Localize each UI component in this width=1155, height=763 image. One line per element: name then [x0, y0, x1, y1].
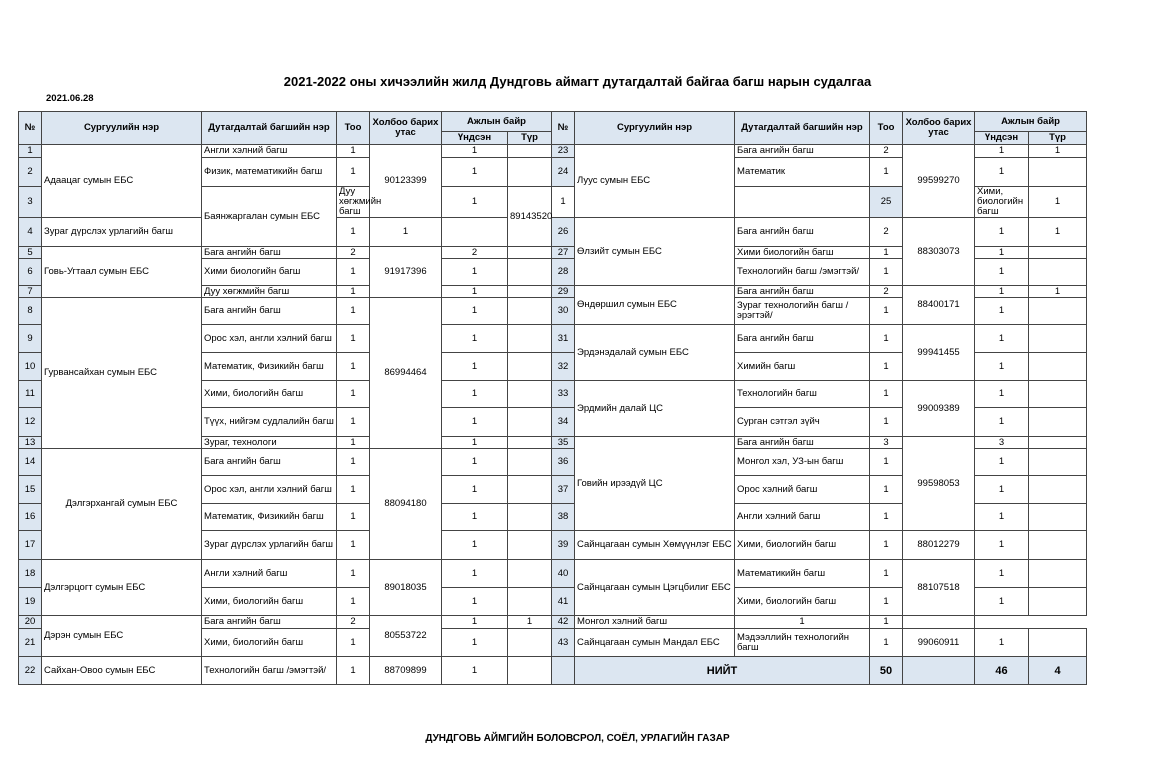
temp-position: [508, 476, 552, 504]
temp-position: [508, 657, 552, 685]
row-number: 26: [552, 218, 575, 247]
row-number: 10: [19, 353, 42, 381]
subject-name: Хими, биологийн багш: [975, 187, 1029, 218]
main-position: 1: [442, 286, 508, 298]
school-name: Луус сумын ЕБС: [575, 145, 735, 218]
subject-name: Англи хэлний багш: [202, 560, 337, 588]
teacher-count: 1: [337, 629, 370, 657]
table-body: [19, 145, 1087, 685]
temp-position: [1029, 325, 1087, 353]
subject-name: Технологийн багш /эмэгтэй/: [202, 657, 337, 685]
main-position: 1: [442, 298, 508, 325]
main-position: 1: [442, 531, 508, 560]
teacher-count: 1: [870, 408, 903, 437]
teacher-count: 1: [870, 325, 903, 353]
table-row: [19, 145, 1087, 158]
main-position: 1: [442, 476, 508, 504]
row-number: 27: [552, 247, 575, 259]
school-name: Дэлгэрхангай сумын ЕБС: [42, 449, 202, 560]
subject-name: Бага ангийн багш: [735, 325, 870, 353]
main-position: 1: [975, 449, 1029, 476]
subject-name: Физик, математикийн багш: [202, 158, 337, 187]
main-position: 1: [975, 353, 1029, 381]
temp-position: [1029, 408, 1087, 437]
teacher-count: 1: [337, 504, 370, 531]
row-number: 3: [19, 187, 42, 218]
row-number: 25: [870, 187, 903, 218]
main-position: 1: [442, 408, 508, 437]
temp-position: [1029, 353, 1087, 381]
teacher-count: 1: [337, 560, 370, 588]
row-number: 31: [552, 325, 575, 353]
subject-name: Орос хэл, англи хэлний багш: [202, 325, 337, 353]
subject-name: Зураг, технологи: [202, 437, 337, 449]
subject-name: Бага ангийн багш: [202, 449, 337, 476]
main-position: 2: [442, 247, 508, 259]
school-name: Сайнцагаан сумын Хөмүүнлэг ЕБС: [575, 531, 735, 560]
row-number: 34: [552, 408, 575, 437]
table-row: [19, 560, 1087, 588]
total-main: 46: [975, 657, 1029, 685]
teacher-count: 1: [337, 449, 370, 476]
main-position: 1: [975, 158, 1029, 187]
temp-position: [1029, 381, 1087, 408]
contact-phone: 90123399: [370, 145, 442, 218]
teacher-count: 1: [337, 588, 370, 616]
subject-name: Монгол хэл, УЗ-ын багш: [735, 449, 870, 476]
row-number: 41: [552, 588, 575, 616]
subject-name: Англи хэлний багш: [735, 504, 870, 531]
row-number: 42: [552, 616, 575, 629]
temp-position: [735, 187, 870, 218]
teacher-count: 2: [337, 616, 370, 629]
header-row-1: [19, 112, 1087, 132]
temp-position: [1029, 504, 1087, 531]
teacher-count: 1: [870, 504, 903, 531]
teacher-count: 1: [337, 298, 370, 325]
teacher-count: 1: [337, 145, 370, 158]
school-name: Дэрэн сумын ЕБС: [42, 616, 202, 657]
subject-name: Хими биологийн багш: [202, 259, 337, 286]
row-number: 40: [552, 560, 575, 588]
main-position: 1: [870, 616, 903, 629]
teacher-count: 1: [337, 437, 370, 449]
row-number: 19: [19, 588, 42, 616]
main-position: 1: [975, 476, 1029, 504]
school-name: Гурвансайхан сумын ЕБС: [42, 298, 202, 449]
temp-position: [1029, 298, 1087, 325]
contact-phone: 99060911: [903, 629, 975, 657]
subject-name: Орос хэл, англи хэлний багш: [202, 476, 337, 504]
teacher-count: 1: [870, 560, 903, 588]
subject-name: Хими, биологийн багш: [202, 381, 337, 408]
teacher-count: 3: [870, 437, 903, 449]
temp-position: [508, 247, 552, 259]
subject-name: Түүх, нийгэм судлалийн багш: [202, 408, 337, 437]
temp-position: [1029, 259, 1087, 286]
temp-position: [1029, 476, 1087, 504]
main-position: 1: [442, 259, 508, 286]
header-no: №: [552, 112, 575, 145]
row-number: 37: [552, 476, 575, 504]
teacher-count: 1: [870, 259, 903, 286]
header-temp: Түр: [1029, 132, 1087, 145]
subject-name: Бага ангийн багш: [202, 298, 337, 325]
school-name: Эрдмийн далай ЦС: [575, 381, 735, 437]
temp-position: [508, 449, 552, 476]
subject-name: Хими, биологийн багш: [202, 588, 337, 616]
contact-phone: 86994464: [370, 298, 442, 449]
teacher-count: 1: [870, 381, 903, 408]
main-position: 1: [975, 145, 1029, 158]
main-position: 1: [442, 449, 508, 476]
subject-name: Сурган сэтгэл зүйч: [735, 408, 870, 437]
main-position: 1: [442, 629, 508, 657]
subject-name: Мэдээллийн технологийн багш: [735, 629, 870, 657]
main-position: 1: [442, 504, 508, 531]
temp-position: [508, 298, 552, 325]
row-number: 6: [19, 259, 42, 286]
temp-position: [508, 381, 552, 408]
teacher-count: 1: [337, 218, 370, 247]
school-name: Сайхан-Овоо сумын ЕБС: [42, 657, 202, 685]
total-spacer: [552, 657, 575, 685]
row-number: 32: [552, 353, 575, 381]
header-workplace: Ажлын байр: [442, 112, 552, 132]
total-label: НИЙТ: [575, 657, 870, 685]
row-number: 22: [19, 657, 42, 685]
row-number: 21: [19, 629, 42, 657]
row-number: 16: [19, 504, 42, 531]
main-position: 1: [442, 381, 508, 408]
main-position: 1: [442, 657, 508, 685]
main-position: 1: [975, 408, 1029, 437]
main-position: 1: [442, 353, 508, 381]
contact-phone: 88094180: [370, 449, 442, 560]
teacher-count: 2: [870, 145, 903, 158]
temp-position: [508, 531, 552, 560]
temp-position: [508, 158, 552, 187]
temp-position: [1029, 560, 1087, 588]
row-number: 35: [552, 437, 575, 449]
header-phone: Холбоо барих утас: [903, 112, 975, 145]
row-number: 2: [19, 158, 42, 187]
teacher-count: 1: [442, 187, 508, 218]
main-position: 1: [442, 560, 508, 588]
teacher-count: 1: [870, 353, 903, 381]
teacher-count: 1: [870, 531, 903, 560]
teacher-count: 1: [337, 325, 370, 353]
row-number: 23: [552, 145, 575, 158]
row-number: 8: [19, 298, 42, 325]
subject-name: Математик, Физикийн багш: [202, 504, 337, 531]
row-number: 43: [552, 629, 575, 657]
main-position: 1: [442, 588, 508, 616]
subject-name: Бага ангийн багш: [202, 247, 337, 259]
school-name: Сайнцагаан сумын Цэгцбилиг ЕБС: [575, 560, 735, 616]
row-number: 7: [19, 286, 42, 298]
temp-position: [1029, 588, 1087, 616]
row-number: 36: [552, 449, 575, 476]
subject-name: Математик, Физикийн багш: [202, 353, 337, 381]
main-position: 1: [975, 259, 1029, 286]
header-subject: Дутагдалтай багшийн нэр: [735, 112, 870, 145]
teacher-shortage-table: [18, 111, 1087, 685]
school-name: Адаацаг сумын ЕБС: [42, 145, 202, 218]
teacher-count: 1: [870, 298, 903, 325]
temp-position: [508, 629, 552, 657]
subject-name: Технологийн багш: [735, 381, 870, 408]
temp-position: [508, 353, 552, 381]
teacher-count: 1: [337, 657, 370, 685]
temp-position: [442, 218, 508, 247]
teacher-count: 1: [1029, 187, 1087, 218]
school-name: Дэлгэрцогт сумын ЕБС: [42, 560, 202, 616]
main-position: 1: [442, 145, 508, 158]
contact-phone: 99009389: [903, 381, 975, 437]
main-position: 1: [975, 247, 1029, 259]
teacher-count: 1: [870, 476, 903, 504]
row-number: 12: [19, 408, 42, 437]
header-school: Сургуулийн нэр: [42, 112, 202, 145]
subject-name: Дуу хөгжмийн багш: [337, 187, 370, 218]
row-number: 28: [552, 259, 575, 286]
subject-name: Хими, биологийн багш: [735, 588, 870, 616]
main-position: 1: [552, 187, 575, 218]
teacher-count: 1: [337, 353, 370, 381]
temp-position: [1029, 247, 1087, 259]
subject-name: Бага ангийн багш: [735, 218, 870, 247]
row-number: 9: [19, 325, 42, 353]
teacher-count: 1: [870, 247, 903, 259]
row-number: 30: [552, 298, 575, 325]
contact-phone: 80553722: [370, 616, 442, 657]
table-row: [19, 657, 1087, 685]
subject-name: Дуу хөгжмийн багш: [202, 286, 337, 298]
subject-name: Орос хэлний багш: [735, 476, 870, 504]
main-position: 1: [975, 504, 1029, 531]
main-position: 1: [442, 437, 508, 449]
header-main: Үндсэн: [975, 132, 1029, 145]
temp-position: 1: [1029, 145, 1087, 158]
temp-position: [508, 504, 552, 531]
temp-position: [1029, 531, 1087, 560]
row-number: 18: [19, 560, 42, 588]
temp-position: [1029, 449, 1087, 476]
main-position: 1: [975, 588, 1029, 616]
teacher-count: 2: [870, 218, 903, 247]
row-number: 39: [552, 531, 575, 560]
temp-position: [1029, 629, 1087, 657]
school-name: Говийн ирээдүй ЦС: [575, 437, 735, 531]
main-position: 1: [975, 298, 1029, 325]
main-position: 1: [442, 158, 508, 187]
subject-name: Бага ангийн багш: [202, 616, 337, 629]
header-phone: Холбоо барих утас: [370, 112, 442, 145]
subject-name: Хими, биологийн багш: [202, 629, 337, 657]
total-temp: 4: [1029, 657, 1087, 685]
teacher-count: 2: [337, 247, 370, 259]
subject-name: Зураг дүрслэх урлагийн багш: [202, 531, 337, 560]
total-phone-blank: [903, 657, 975, 685]
subject-name: Бага ангийн багш: [735, 286, 870, 298]
contact-phone: 99598053: [903, 437, 975, 531]
subject-name: Химийн багш: [735, 353, 870, 381]
contact-phone: 88709899: [370, 657, 442, 685]
header-count: Тоо: [870, 112, 903, 145]
header-count: Тоо: [337, 112, 370, 145]
temp-position: [508, 259, 552, 286]
temp-position: [508, 145, 552, 158]
subject-name: Математикийн багш: [735, 560, 870, 588]
teacher-count: 1: [870, 629, 903, 657]
row-number: 29: [552, 286, 575, 298]
subject-name: Зураг технологийн багш /эрэгтэй/: [735, 298, 870, 325]
temp-position: 1: [508, 616, 552, 629]
subject-name: Бага ангийн багш: [735, 145, 870, 158]
row-number: 24: [552, 158, 575, 187]
header-subject: Дутагдалтай багшийн нэр: [202, 112, 337, 145]
header-school: Сургуулийн нэр: [575, 112, 735, 145]
teacher-count: 1: [337, 158, 370, 187]
page-title: 2021-2022 оны хичээлийн жилд Дундговь аймагт дутагдалтай байгаа багш нарын судалгаа: [283, 74, 872, 89]
temp-position: [508, 408, 552, 437]
main-position: 1: [975, 381, 1029, 408]
main-position: 1: [442, 325, 508, 353]
table-row: [19, 616, 1087, 629]
main-position: 1: [975, 629, 1029, 657]
school-name: Говь-Угтаал сумын ЕБС: [42, 247, 202, 298]
main-position: 3: [975, 437, 1029, 449]
contact-phone: 88303073: [903, 218, 975, 286]
row-number: 15: [19, 476, 42, 504]
header-main: Үндсэн: [442, 132, 508, 145]
teacher-count: 1: [337, 381, 370, 408]
subject-name: Англи хэлний багш: [202, 145, 337, 158]
contact-phone: 89018035: [370, 560, 442, 616]
header-no: №: [19, 112, 42, 145]
main-position: 1: [975, 325, 1029, 353]
temp-position: [508, 588, 552, 616]
row-number: 4: [19, 218, 42, 247]
footer-organization: ДУНДГОВЬ АЙМГИЙН БОЛОВСРОЛ, СОЁЛ, УРЛАГИЙН ГАЗАР: [425, 733, 730, 744]
table-row: [19, 218, 1087, 247]
temp-position: 1: [1029, 218, 1087, 247]
contact-phone: 88107518: [903, 560, 975, 616]
teacher-count: 1: [337, 531, 370, 560]
temp-position: [903, 616, 975, 629]
main-position: 1: [975, 560, 1029, 588]
subject-name: Технологийн багш /эмэгтэй/: [735, 259, 870, 286]
row-number: 1: [19, 145, 42, 158]
header-temp: Түр: [508, 132, 552, 145]
total-count: 50: [870, 657, 903, 685]
header-workplace: Ажлын байр: [975, 112, 1087, 132]
contact-phone: 99941455: [903, 325, 975, 381]
contact-phone: 89143520: [508, 187, 552, 247]
teacher-count: 1: [337, 259, 370, 286]
school-name: Баянжаргалан сумын ЕБС: [202, 187, 337, 247]
temp-position: [1029, 158, 1087, 187]
school-name: Өндөршил сумын ЕБС: [575, 286, 735, 325]
school-name: Сайнцагаан сумын Мандал ЕБС: [575, 629, 735, 657]
temp-position: [508, 325, 552, 353]
row-number: 13: [19, 437, 42, 449]
row-number: 11: [19, 381, 42, 408]
teacher-count: 1: [337, 476, 370, 504]
temp-position: 1: [1029, 286, 1087, 298]
subject-name: Хими, биологийн багш: [735, 531, 870, 560]
teacher-count: 2: [870, 286, 903, 298]
temp-position: [1029, 437, 1087, 449]
teacher-count: 1: [337, 286, 370, 298]
teacher-count: 1: [870, 588, 903, 616]
row-number: 5: [19, 247, 42, 259]
row-number: 20: [19, 616, 42, 629]
main-position: 1: [370, 218, 442, 247]
contact-phone: 88012279: [903, 531, 975, 560]
school-name: Эрдэнэдалай сумын ЕБС: [575, 325, 735, 381]
main-position: 1: [442, 616, 508, 629]
row-number: 38: [552, 504, 575, 531]
contact-phone: 99599270: [903, 145, 975, 218]
subject-name: Бага ангийн багш: [735, 437, 870, 449]
report-date: 2021.06.28: [46, 93, 94, 104]
teacher-count: 1: [870, 449, 903, 476]
main-position: 1: [975, 531, 1029, 560]
contact-phone: 91917396: [370, 247, 442, 298]
teacher-count: 1: [735, 616, 870, 629]
row-number: 33: [552, 381, 575, 408]
temp-position: [508, 437, 552, 449]
teacher-count: 1: [870, 158, 903, 187]
temp-position: [508, 560, 552, 588]
temp-position: [508, 286, 552, 298]
row-number: 14: [19, 449, 42, 476]
school-name: Өлзийт сумын ЕБС: [575, 218, 735, 286]
row-number: 17: [19, 531, 42, 560]
teacher-count: 1: [337, 408, 370, 437]
subject-name: Математик: [735, 158, 870, 187]
subject-name: Монгол хэлний багш: [575, 616, 735, 629]
subject-name: Хими биологийн багш: [735, 247, 870, 259]
main-position: 1: [975, 218, 1029, 247]
subject-name: Зураг дүрслэх урлагийн багш: [42, 218, 202, 247]
main-position: 1: [975, 286, 1029, 298]
contact-phone: 88400171: [903, 286, 975, 325]
